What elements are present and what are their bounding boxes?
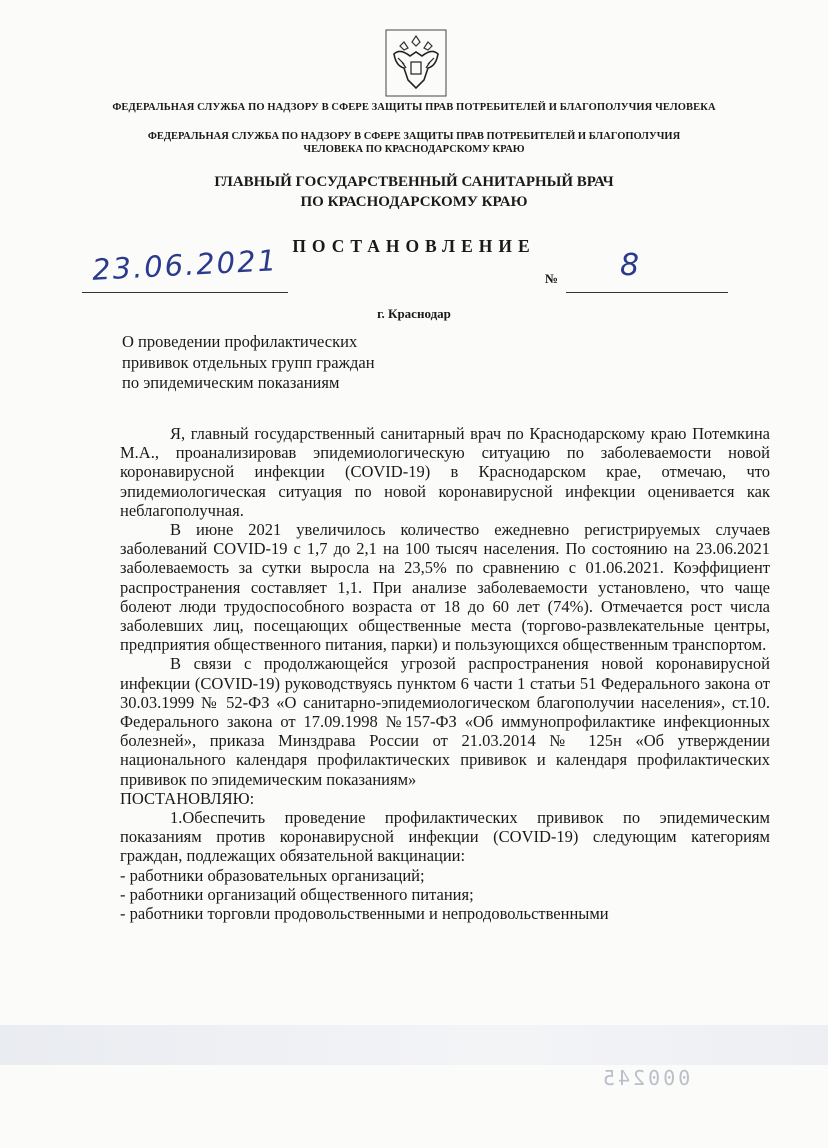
date-underline bbox=[82, 292, 288, 293]
handwritten-number: 8 bbox=[620, 248, 640, 283]
number-label: № bbox=[545, 271, 559, 286]
list-item: - работники торговли продовольственными и непродовольственными bbox=[120, 904, 609, 924]
official-line-2: ПО КРАСНОДАРСКОМУ КРАЮ bbox=[300, 194, 528, 210]
official-title bbox=[0, 172, 828, 212]
list-item: - работники образовательных организаций; bbox=[120, 865, 425, 885]
agency-name: ФЕДЕРАЛЬНАЯ СЛУЖБА ПО НАДЗОРУ В СФЕРЕ ЗАЩИТЫ ПРАВ ПОТРЕБИТЕЛЕЙ И БЛАГОПОЛУЧИЯ ЧЕЛОВЕКА bbox=[112, 102, 716, 113]
subject-block bbox=[122, 332, 375, 394]
show-through-band bbox=[0, 1025, 828, 1065]
document-body bbox=[120, 424, 770, 923]
coat-of-arms-icon bbox=[384, 28, 448, 98]
item-1: 1.Обеспечить проведение профилактических прививок по эпидемическим показаниям против коронавирусной инфекции (COVID-19) следующим категориям граждан, подлежащих обязательной вакцинации: bbox=[120, 808, 770, 866]
subject-line-2: прививок отдельных групп граждан bbox=[122, 352, 375, 372]
paragraph-2: В июне 2021 увеличилось количество ежедневно регистрируемых случаев заболеваний COVID-19 с 1,7 до 2,1 на 100 тысяч населения. По состоянию на 23.06.2021 заболеваемость за сутки выросла на 23,5% по сравнению с 01.06.2021. Коэффициент распространения составляет 1,1. При анализе заболеваемости установлено, что чаще болеют люди трудоспособного возраста от 18 до 60 лет (74%). Отмечается рост числа заболевших лиц, посещающих общественные места (торгово-развлекательные центры, предприятия общественного питания, парки) и пользующихся общественным транспортом. bbox=[120, 520, 770, 655]
regional-line-1: ФЕДЕРАЛЬНАЯ СЛУЖБА ПО НАДЗОРУ В СФЕРЕ ЗАЩИТЫ ПРАВ ПОТРЕБИТЕЛЕЙ И БЛАГОПОЛУЧИЯ bbox=[147, 131, 681, 142]
regional-line-2: ЧЕЛОВЕКА ПО КРАСНОДАРСКОМУ КРАЮ bbox=[303, 144, 525, 155]
official-line-1: ГЛАВНЫЙ ГОСУДАРСТВЕННЫЙ САНИТАРНЫЙ ВРАЧ bbox=[214, 174, 614, 190]
list-item: - работники организаций общественного питания; bbox=[120, 884, 474, 904]
paragraph-3: В связи с продолжающейся угрозой распространения новой коронавирусной инфекции (COVID-19) руководствуясь пунктом 6 части 1 статьи 51 Федерального закона от 30.03.1999 № 52-ФЗ «О санитарно-эпидемиологическом благополучии населения», ст.10. Федерального закона от 17.09.1998 №157-ФЗ «Об иммунопрофилактике инфекционных болезней», приказа Минздрава России от 21.03.2014 № 125н «Об утверждении национального календаря профилактических прививок и календаря профилактических прививок по эпидемическим показаниям» bbox=[120, 654, 770, 789]
number-underline bbox=[566, 292, 728, 293]
document-type: ПОСТАНОВЛЕНИЕ bbox=[292, 236, 536, 256]
city: г. Краснодар bbox=[377, 306, 451, 321]
subject-line-1: О проведении профилактических bbox=[122, 332, 358, 351]
regional-agency-name bbox=[0, 130, 828, 156]
resolve-word: ПОСТАНОВЛЯЮ: bbox=[120, 788, 255, 808]
serial-stamp: 000245 bbox=[600, 1066, 691, 1090]
paragraph-1: Я, главный государственный санитарный врач по Краснодарскому краю Потемкина М.А., проанализировав эпидемиологическую ситуацию по заболеваемости новой коронавирусной инфекции (COVID-19) в Краснодарском крае, отмечаю, что эпидемиологическая ситуация по новой коронавирусной инфекции оценивается как неблагополучная. bbox=[120, 424, 770, 520]
subject-line-3: по эпидемическим показаниям bbox=[122, 373, 340, 392]
handwritten-date: 23.06.2021 bbox=[91, 243, 279, 287]
